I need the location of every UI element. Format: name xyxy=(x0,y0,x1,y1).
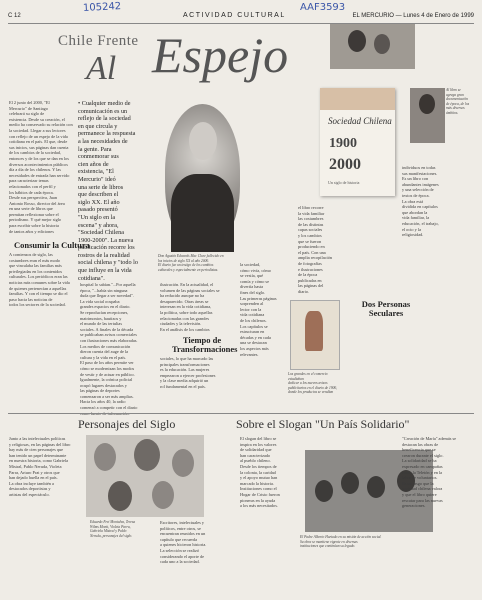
slogan-column-left: El slogan del libro se inspira en los valores de solidaridad que han caracterizado al pueblo chileno. Desde los tiempos de la colonia, la caridad y el apoyo mutuo han marcado la historia. Instituciones como el Hogar de Cristo fueron pioneras en la ayuda a los más necesitados. xyxy=(240,436,280,509)
portrait-caption: Don Agustín Edwards Mac Clure fallecido en los inicios de siglo XX al año 2000. El diario fue un testigo de los cambios culturales y especialmente en periodistas. xyxy=(158,254,224,272)
personajes-title: Personajes del Siglo xyxy=(78,417,176,431)
page-number: C 12 xyxy=(8,13,21,19)
article-column-4: la sociedad, cómo vivía, cómo se vestía, qué comía y cómo se divertía hasta fines del siglo. Las primeras páginas sorprenden al lector con la vida cotidiana de los chilenos. Los capítulos se estructuran en décadas y en cada una se destacan los aspectos más relevantes. xyxy=(240,262,277,357)
handwritten-note-left: 105242 xyxy=(82,1,122,14)
portrait-suit xyxy=(171,174,234,252)
book-year-start: 1900 xyxy=(329,136,357,151)
book-cover xyxy=(320,88,395,196)
advertisement-caption: Los grandes en el comercio estudiaban dedicar a los nuevos avisos publicitarios en el diario de 1900, donde los productos se vendían xyxy=(288,372,338,395)
historic-photo-woman xyxy=(410,88,445,143)
photo-caption: Al libro se agrega gran documentación de época, de los más diversos ámbitos. xyxy=(446,88,470,115)
book-year-end: 2000 xyxy=(329,156,361,173)
historic-photo-couple xyxy=(330,24,415,69)
period-advertisement xyxy=(290,300,340,370)
book-title: Sociedad Chilena xyxy=(328,116,392,126)
headline-kicker: Chile Frente xyxy=(58,33,139,49)
article-column-3: ilustración. En la actualidad, el volumen de las páginas sociales se ha reducido aunque no ha desaparecido. Otras áreas se interesan en la vida cotidiana, la política, sobre todo aquellas relacionadas con las grandes ciudades y la televisión. En el análisis de los cambios xyxy=(160,282,220,332)
photo-person-1 xyxy=(348,30,366,52)
slogan-column-right: "Creación de María" además se destacan las obras de beneficencia que se crearon durante el siglo. La solidaridad se ha expresado en campañas como la Teletón y en la labor de voluntarios. Es un rasgo que la sociedad chilena valora y que el libro quiere rescatar para las nuevas generaciones. xyxy=(402,436,457,509)
subhead-consumir: Consumir la Cultura xyxy=(14,240,90,250)
slogan-photo-caption: El Padre Alberto Hurtado en su misión de acción social. Su obra se mantiene vigente en diversas instituciones que continúan su legado. xyxy=(300,535,382,549)
book-subtitle: Un siglo de historia xyxy=(328,180,360,185)
article-column-2: hospital lo sabían."...Por aquella época, "...había sin ninguna duda que llegar a ser novedad". La vida social ocupaba grandes espacios en el diario. Se reproducían recepciones, matrimonios, bautizos y el mundo de las tertulias sociales. A finales de la década se publicaban avisos comerciales con ilustraciones más elaboradas. Los medios de comunicación dieron cuenta del auge de la cultura y la vida en el país. El paso de los años permite ver cómo se modernizan los modos de vestir y de actuar en público. Igualmente, la crónica policial ocupó lugares destacados y las páginas de deportes comenzaron a ser más amplias. Hacia los años 40, la radio comenzó a competir con el diario como fuente de información. xyxy=(80,282,138,416)
book-cover-band xyxy=(320,88,395,110)
article-column-6: individuos en todas sus manifestaciones. Es un libro con abundantes imágenes y una selección de textos de época. La obra está dividida en capítulos que abordan la vida familiar, la educación, el trabajo, el ocio y la religiosidad. xyxy=(402,165,439,238)
personajes-photo-collage xyxy=(86,435,204,517)
article-column-3b: sociales, lo que ha marcado las principales transformaciones es la educación. Las mujeres empezaron a ejercer profesiones y la clase media adquirió un rol fundamental en el país. xyxy=(160,356,216,389)
portrait-photo xyxy=(165,104,240,252)
subhead-transformaciones: Tiempo de Transformaciones xyxy=(172,335,238,354)
slogan-title: Sobre el Slogan "Un País Solidario" xyxy=(236,417,410,431)
section-divider xyxy=(8,413,474,414)
page-header xyxy=(8,13,474,24)
personajes-caption: Eduardo Frei Montalva, Teresa Wilms Montt, Violeta Parra, Gabriela Mistral y Pablo Neruda, personajes del siglo. xyxy=(90,520,136,538)
photo-person-2 xyxy=(374,34,390,54)
subhead-dos-personas: Dos Personas Seculares xyxy=(361,299,411,318)
section-title: ACTIVIDAD CULTURAL xyxy=(183,12,286,19)
article-column-5: el libro recorre la vida familiar las costumbres de las distintas capas sociales y los cambios que se fueron produciendo en el país. Con una amplia recopilación de fotografías e ilustraciones de la época publicadas en las páginas del diario. xyxy=(298,205,333,294)
article-column-1b: A comienzos de siglo, las costumbres eran el más modo que vinculaba las familias más privilegiadas en los contenidos culturales. Los periódicos eran las noticias más comunes sobre la vida de quienes pertenecían a aquellas familias. Y con el tiempo se dio el paso hacia las noticias de todos los sectores de la sociedad. xyxy=(9,252,70,308)
portrait-face xyxy=(189,122,217,160)
article-deck: • Cualquier medio de comunicación es un reflejo de la sociedad en que circula y permanece la respuesta a las necesidades de la gente. Para conmemorar sus cien años de existencia, "El Mercurio" ideó una serie de libros que describen el siglo XX. El año pasado presentó "Un siglo en la escena" y ahora, "Sociedad Chilena 1900-2000". La nueva publicación recorre los rostros de la realidad social chilena y "todo lo que influye en la vida cotidiana". xyxy=(78,100,138,282)
handwritten-note-right: AAF3593 xyxy=(300,2,346,13)
personajes-column: Junto a las intelectuales políticas y religiosas, en las páginas del libro hay más de cien personajes que han tenido un papel determinante en nuestra historia, como Gabriela Mistral, Pablo Neruda, Violeta Parra, Arturo Prat y otros que han dejado huella en el país. La obra incluye también a destacados deportistas y artistas del espectáculo. xyxy=(9,436,71,497)
headline-espejo: Espejo xyxy=(152,27,289,83)
headline-al: Al xyxy=(86,50,117,87)
paper-dateline: EL MERCURIO — Lunes 4 de Enero de 1999 xyxy=(352,13,474,19)
personajes-column-right: Escritores, intelectuales y políticos, entre otros, se encuentran reunidos en un capítulo que recuerda a quienes hicieron historia. La selección se realizó considerando el aporte de cada uno a la sociedad. xyxy=(160,520,207,565)
article-column-1: El 2 junio del 2000, "El Mercurio" de Santiago celebrará su siglo de existencia. Desde su creación, el medio ha conservado su relación con la sociedad. Llegar a sus lectores con reflejo de un espejo de la vida cotidiana en el país. El que, desde sus inicios, sus páginas dan cuenta de los cambios de la sociedad, entonces y de los que se dan en los diversos acontecimientos públicos día a día de los chilenos. Y las necesidades de entrada han servido para caracterizar temas relacionados con el perfil y los hábitos de cada época. Desde sus perspectiva, Juan Antonio Rosso, director del área en una serie de libros que permitan reflexionar sobre el periodismo. Y qué mejor siglo para escribir sobre la historia de tantos años y ediciones xyxy=(9,100,73,234)
